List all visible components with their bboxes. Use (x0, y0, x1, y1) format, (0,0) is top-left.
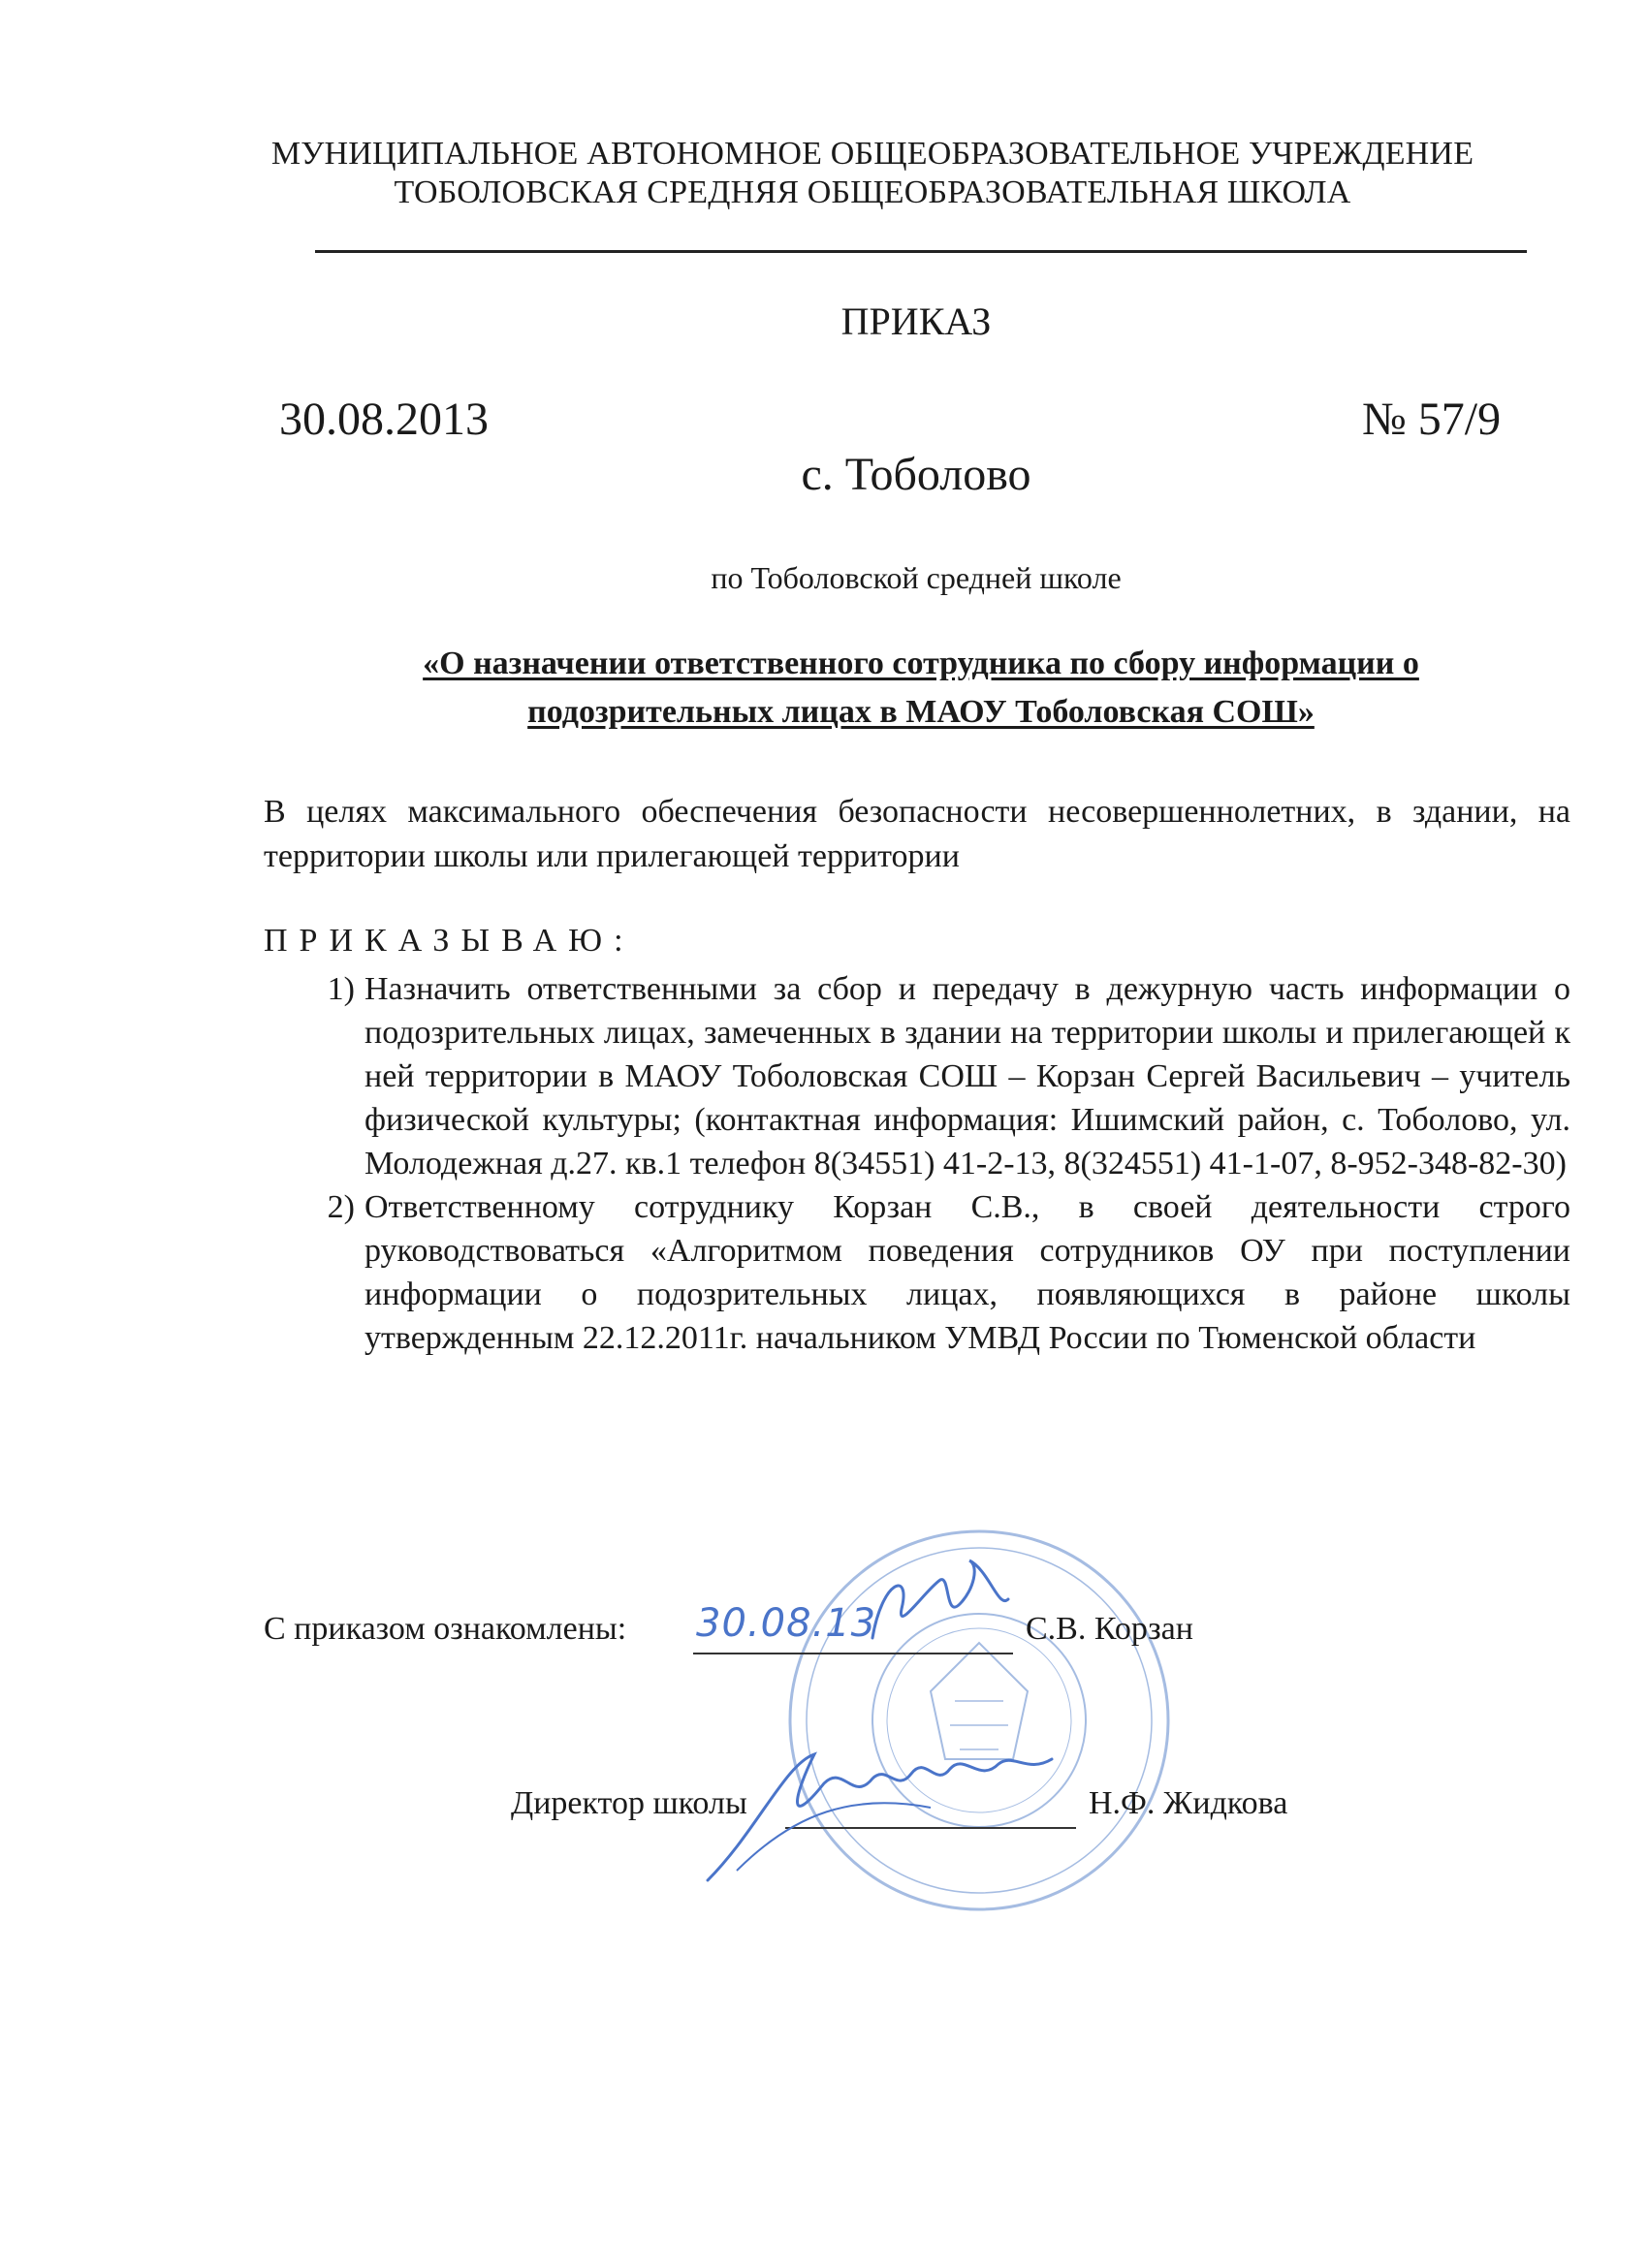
korzan-signature (853, 1551, 1028, 1657)
org-name-line-1: МУНИЦИПАЛЬНОЕ АВТОНОМНОЕ ОБЩЕОБРАЗОВАТЕЛЬНОЕ УЧРЕЖДЕНИЕ (270, 136, 1474, 172)
item-text: Назначить ответственными за сбор и передачу в дежурную часть информации о подозрительных лицах, замеченных в здании на территории школы и прилегающей к ней территории в МАОУ Тоболовская СОШ – Корзан Сергей Васильевич – учитель физической культуры; (контактная информация: Ишимский район, с. Тоболово, ул. Молодежная д.27. кв.1 телефон 8(34551) 41-2-13, 8(324551) 41-1-07, 8-952-348-82-30) (364, 971, 1570, 1181)
acknowledgement-label: С приказом ознакомлены: (264, 1611, 627, 1647)
director-name: Н.Ф. Жидкова (1089, 1785, 1288, 1821)
document-date: 30.08.2013 (279, 394, 489, 445)
item-marker: 2) (327, 1189, 355, 1225)
intro-paragraph: В целях максимального обеспечения безопасности несовершеннолетних, в здании, на территории школы или прилегающей территории (264, 794, 1570, 874)
director-label: Директор школы (511, 1785, 747, 1821)
subject-line-2: подозрительных лицах в МАОУ Тоболовская СОШ» (527, 694, 1315, 730)
document-school: по Тоболовской средней школе (711, 560, 1122, 595)
handwritten-date: 30.08.13 (696, 1601, 877, 1646)
order-items (264, 967, 1570, 1360)
director-signature (679, 1725, 1086, 1890)
order-item (264, 1185, 1570, 1360)
document-place: с. Тоболово (801, 449, 1031, 500)
header-divider (315, 250, 1527, 253)
document-title: ПРИКАЗ (840, 299, 992, 343)
acknowledgement-name: С.В. Корзан (1026, 1611, 1193, 1647)
item-marker: 1) (327, 971, 355, 1007)
document-subject (271, 640, 1570, 737)
order-word: ПРИКАЗЫВАЮ: (264, 923, 635, 959)
order-item (264, 967, 1570, 1185)
document-number: № 57/9 (1362, 394, 1502, 445)
subject-line-1: «О назначении ответственного сотрудника по сбору информации о (423, 646, 1419, 681)
org-name-line-2: ТОБОЛОВСКАЯ СРЕДНЯЯ ОБЩЕОБРАЗОВАТЕЛЬНАЯ ШКОЛА (394, 174, 1351, 210)
item-text: Ответственному сотруднику Корзан С.В., в своей деятельности строго руководствоваться «Алгоритмом поведения сотрудников ОУ при поступлении информации о подозрительных лицах, появляющихся в районе школы утвержденным 22.12.2011г. начальником УМВД России по Тюменской области (364, 1189, 1570, 1356)
